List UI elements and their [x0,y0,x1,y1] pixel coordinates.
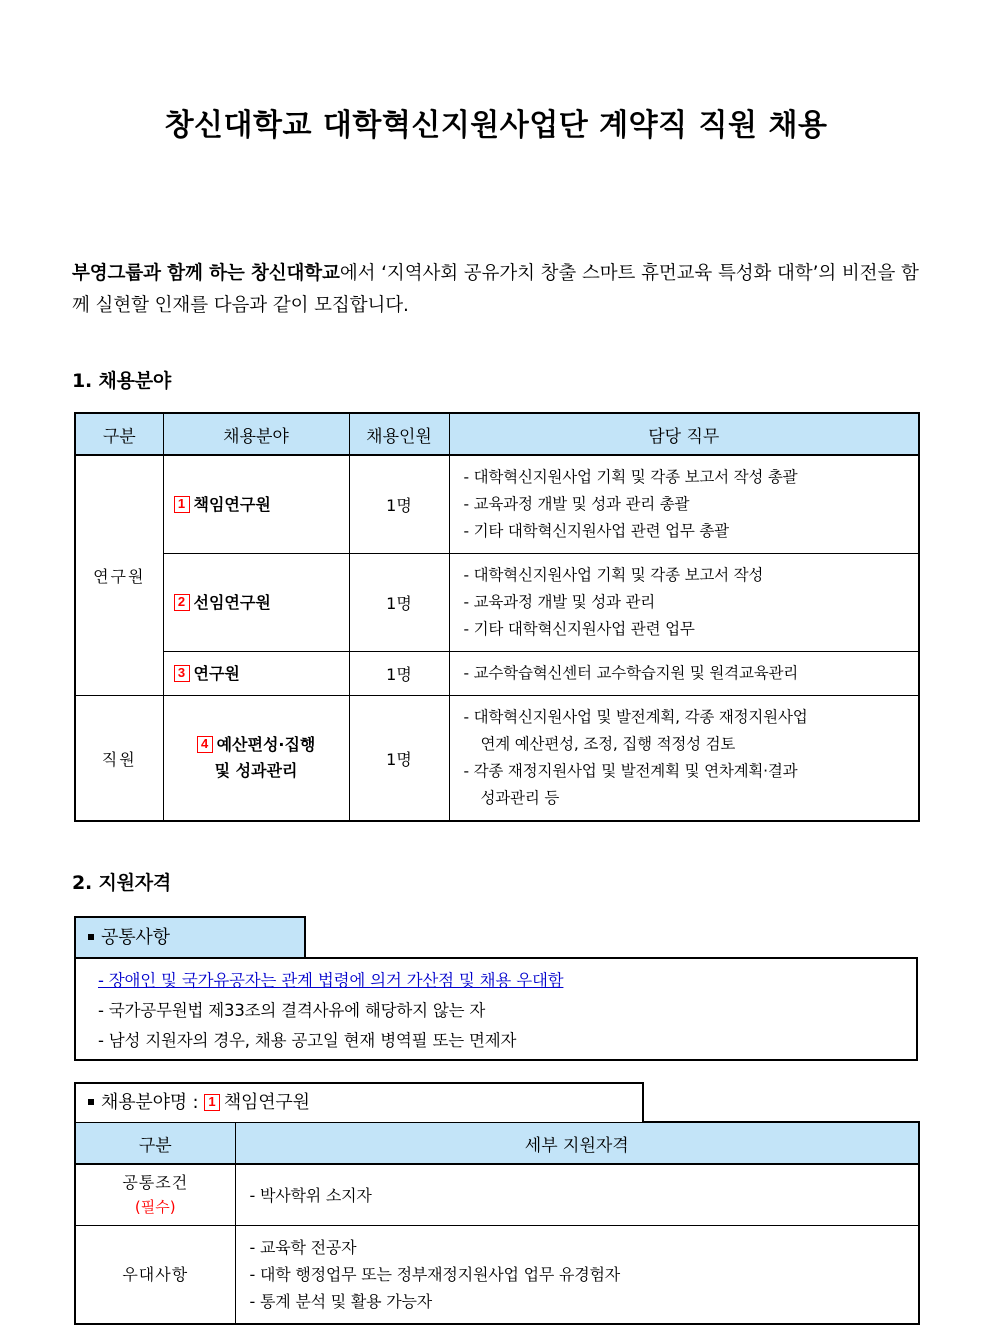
duty-line: - 기타 대학혁신지원사업 관련 업무 [463,620,695,638]
common-requirements-tab [74,916,306,958]
duty-line: 연계 예산편성, 조정, 집행 적정성 검토 [480,735,736,753]
page-title: 창신대학교 대학혁신지원사업단 계약직 직원 채용 [164,108,828,143]
duty-line: - 대학혁신지원사업 및 발전계획, 각종 재정지원사업 [463,708,808,726]
qual-detail-line: - 교육학 전공자 [249,1238,357,1257]
group-label-researcher: 연구원 [75,455,163,696]
field-label-4a: 예산편성·집행 [216,735,316,754]
field-cell-1 [163,455,349,554]
field-label-2: 선임연구원 [193,592,271,612]
qual-label-required [75,1164,235,1226]
qual-detail-line: - 통계 분석 및 활용 가능자 [249,1292,433,1311]
duty-line: - 교육과정 개발 및 성과 관리 총괄 [463,495,690,513]
qual-label-text: 공통조건 [122,1173,189,1192]
field-cell-4 [163,696,349,822]
intro-rest-text: 에서 ‘지역사회 공유가치 창출 스마트 휴먼교육 특성화 대학’의 비전을 함께 실현할 인재를 다음과 같이 모집합니다. [72,263,919,316]
col-header-qual-category: 구분 [75,1122,235,1164]
table-header-row [75,1122,919,1164]
recruitment-table [74,412,920,822]
field-name-tab [74,1082,644,1122]
duty-line: - 대학혁신지원사업 기획 및 각종 보고서 작성 [463,566,764,584]
qual-label-required-mark: (필수) [134,1198,176,1216]
square-bullet-icon [88,934,94,940]
square-bullet-icon [88,1099,94,1105]
qual-detail-required [235,1164,919,1226]
duty-line: - 교수학습혁신센터 교수학습지원 및 원격교육관리 [463,664,799,682]
number-badge-1: 1 [174,496,190,513]
col-header-field: 채용분야 [163,413,349,455]
field-cell-3 [163,652,349,696]
table-row [75,554,919,652]
number-badge-4: 4 [197,736,213,753]
duty-line: - 기타 대학혁신지원사업 관련 업무 총괄 [463,522,729,540]
duty-cell-2 [449,554,919,652]
duty-line: - 대학혁신지원사업 기획 및 각종 보고서 작성 총괄 [463,468,798,486]
field-label-4b: 및 성과관리 [214,761,298,780]
field-label-1: 책임연구원 [193,494,271,514]
common-item-link[interactable]: - 장애인 및 국가유공자는 관계 법령에 의거 가산점 및 채용 우대함 [98,971,564,990]
duty-line: - 각종 재정지원사업 및 발전계획 및 연차계획·결과 [463,762,798,780]
count-cell-3: 1명 [349,652,449,696]
number-badge-tab: 1 [204,1094,220,1111]
qualification-table [74,1121,920,1325]
common-tab-label: 공통사항 [101,927,170,948]
table-row [75,1164,919,1226]
common-requirements-body [74,957,918,1061]
col-header-duties: 담당 직무 [449,413,919,455]
table-header-row [75,413,919,455]
section-2-heading: 2. 지원자격 [72,872,172,894]
count-cell-2: 1명 [349,554,449,652]
intro-bold-text: 부영그룹과 함께 하는 창신대학교 [72,263,340,284]
section-1-heading: 1. 채용분야 [72,370,172,392]
col-header-category: 구분 [75,413,163,455]
qual-detail-line: - 박사학위 소지자 [249,1185,372,1205]
duty-cell-3 [449,652,919,696]
field-cell-2 [163,554,349,652]
duty-line: 성과관리 등 [480,789,560,807]
field-tab-prefix: 채용분야명 : [101,1092,204,1113]
table-row [75,696,919,822]
table-row [75,1226,919,1325]
qual-detail-line: - 대학 행정업무 또는 정부재정지원사업 업무 유경험자 [249,1265,621,1284]
common-item: - 남성 지원자의 경우, 채용 공고일 현재 병역필 또는 면제자 [98,1031,517,1050]
count-cell-4: 1명 [349,696,449,822]
intro-paragraph [72,258,928,322]
table-row [75,652,919,696]
group-label-staff: 직원 [75,696,163,822]
field-label-3: 연구원 [193,663,240,683]
duty-line: - 교육과정 개발 및 성과 관리 [463,593,656,611]
col-header-qual-detail: 세부 지원자격 [235,1122,919,1164]
qual-detail-preferred [235,1226,919,1325]
number-badge-2: 2 [174,594,190,611]
table-row [75,455,919,554]
qual-label-preferred: 우대사항 [75,1226,235,1325]
duty-cell-1 [449,455,919,554]
number-badge-3: 3 [174,665,190,682]
duty-cell-4 [449,696,919,822]
field-tab-title: 책임연구원 [223,1092,310,1113]
count-cell-1: 1명 [349,455,449,554]
col-header-count: 채용인원 [349,413,449,455]
common-item: - 국가공무원법 제33조의 결격사유에 해당하지 않는 자 [98,1001,486,1020]
